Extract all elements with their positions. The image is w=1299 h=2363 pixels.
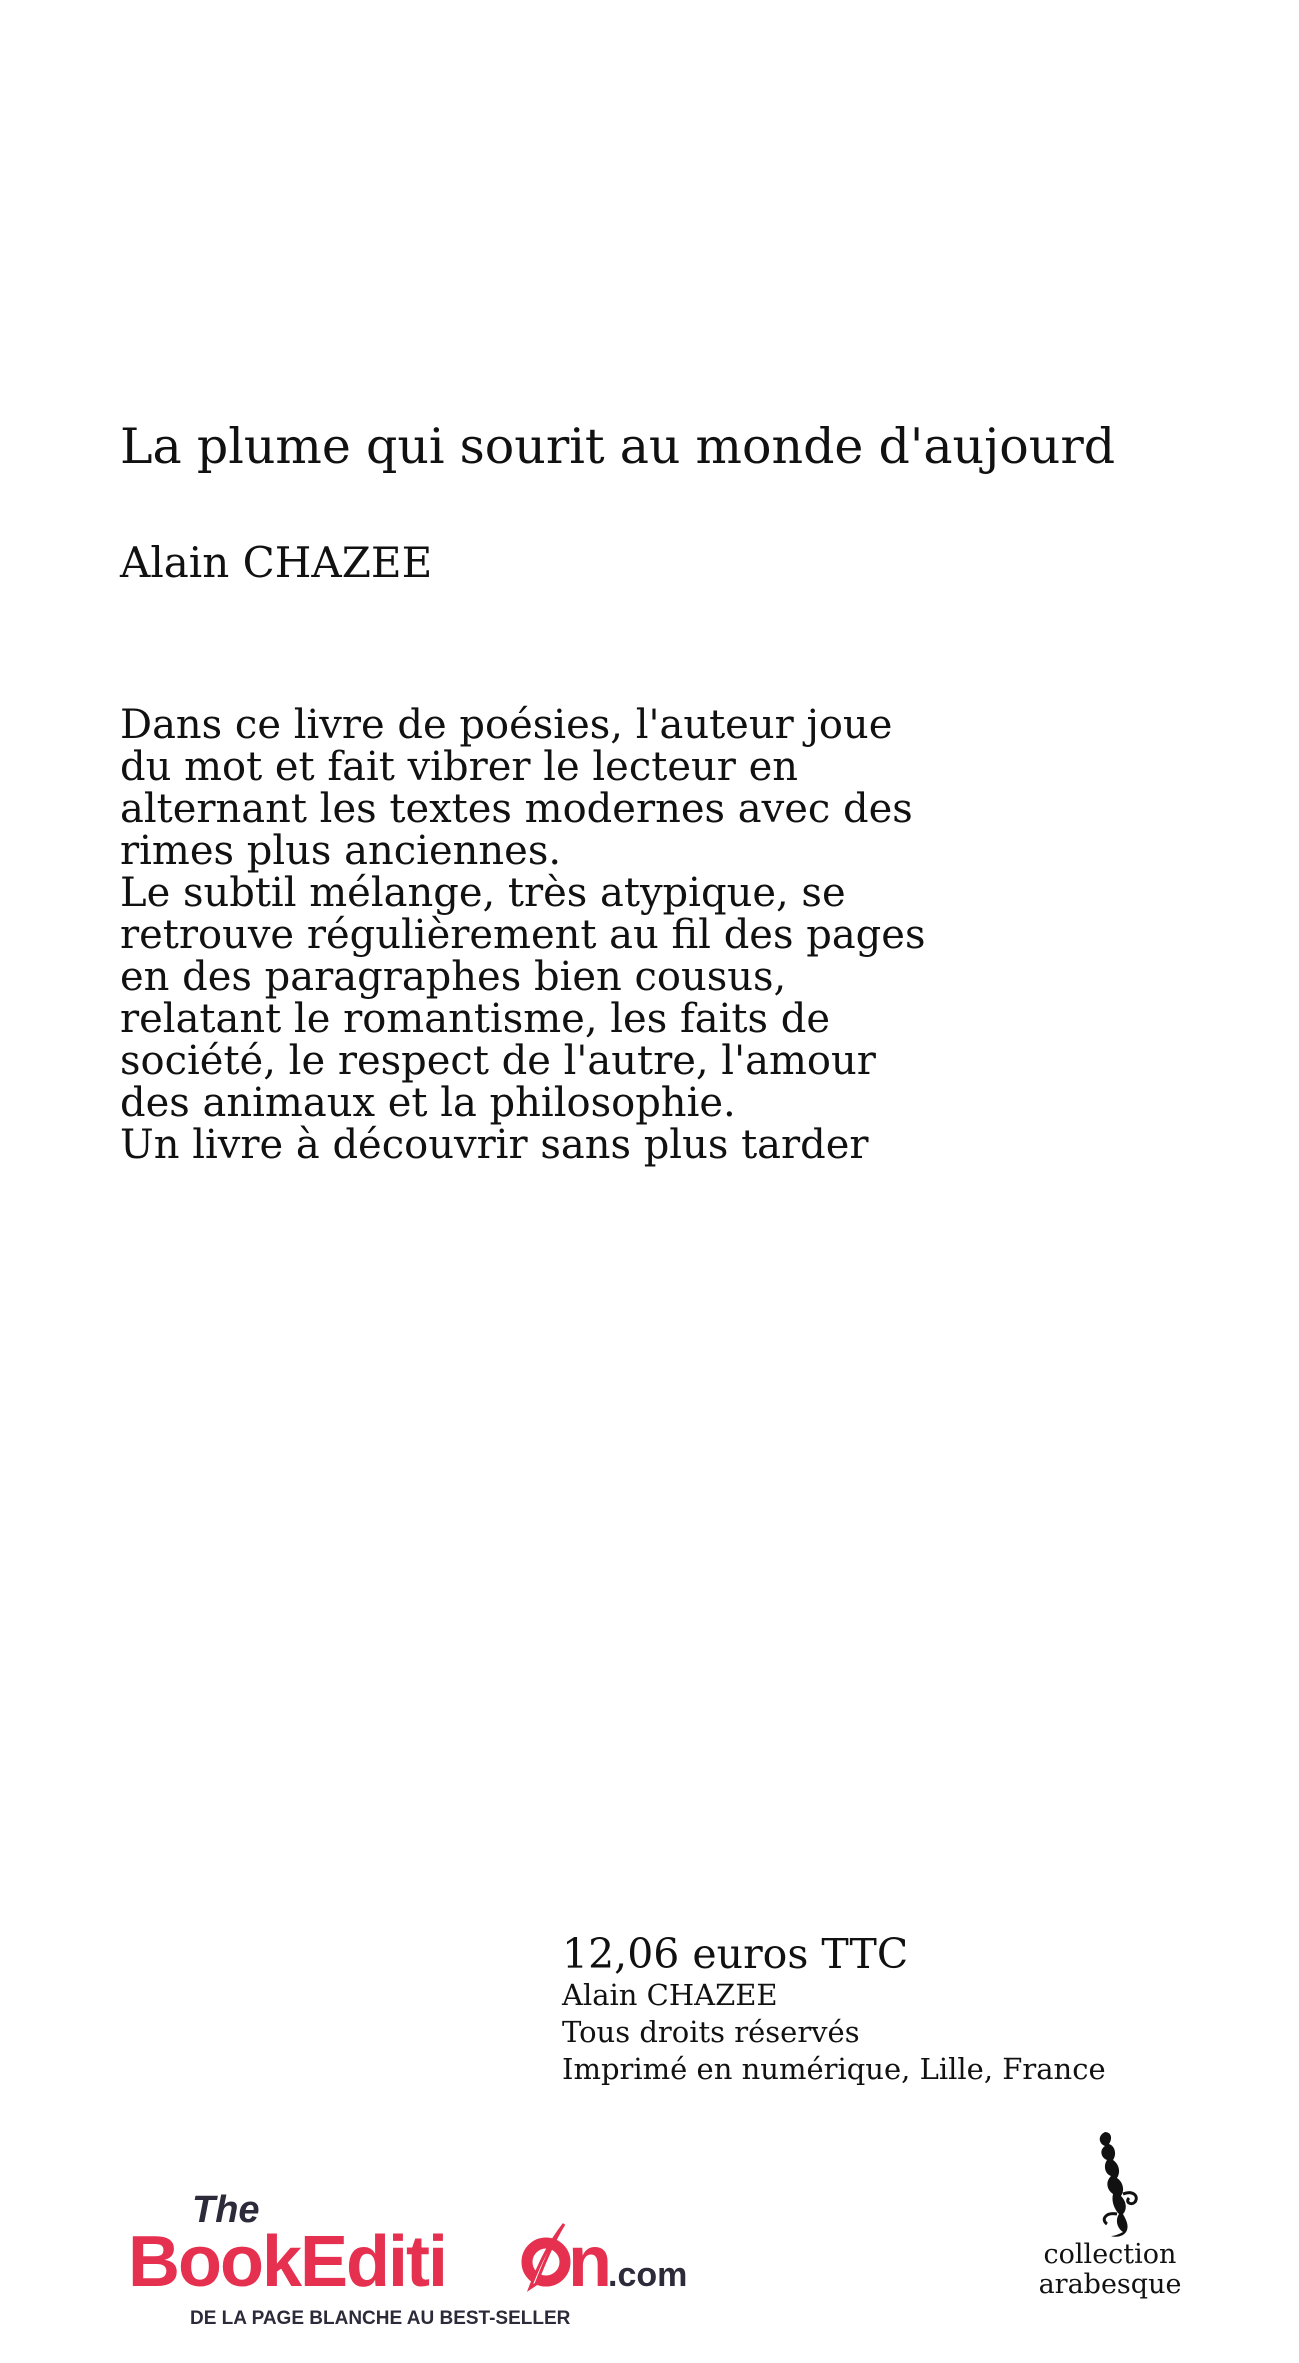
logo-tagline: DE LA PAGE BLANCHE AU BEST-SELLER [190, 2308, 571, 2329]
arabesque-icon [1075, 2130, 1145, 2240]
collection-mark [1030, 2130, 1190, 2330]
collection-label: collection [1043, 2239, 1177, 2270]
blurb-line: société, le respect de l'autre, l'amour [120, 1038, 876, 1084]
logo-brand-part2: n [568, 2222, 612, 2302]
logo-brand-part1: BookEditi [128, 2222, 446, 2302]
blurb-line: Un livre à découvrir sans plus tarder [120, 1122, 869, 1168]
bookedition-logo [128, 2188, 728, 2338]
blurb-line: alternant les textes modernes avec des [120, 786, 913, 832]
info-author: Alain CHAZEE [562, 1978, 778, 2013]
logo-the: The [192, 2189, 260, 2231]
feather-o-icon [527, 2224, 565, 2288]
blurb-line: des animaux et la philosophie. [120, 1080, 736, 1126]
print-notice: Imprimé en numérique, Lille, France [562, 2052, 1106, 2087]
blurb-line: du mot et fait vibrer le lecteur en [120, 744, 799, 790]
price-info-block [562, 1932, 1106, 2088]
publisher-logo [128, 2188, 728, 2338]
blurb-line: en des paragraphes bien cousus, [120, 954, 787, 1000]
blurb-line: rimes plus anciennes. [120, 828, 562, 874]
collection-name: arabesque [1038, 2269, 1182, 2300]
back-cover-blurb [120, 704, 1020, 1166]
book-author: Alain CHAZEE [120, 538, 433, 587]
blurb-line: retrouve régulièrement au fil des pages [120, 912, 926, 958]
logo-domain: .com [608, 2256, 688, 2294]
price: 12,06 euros TTC [562, 1930, 909, 1978]
blurb-line: Le subtil mélange, très atypique, se [120, 870, 846, 916]
blurb-line: relatant le romantisme, les faits de [120, 996, 830, 1042]
blurb-line: Dans ce livre de poésies, l'auteur joue [120, 702, 893, 748]
rights-notice: Tous droits réservés [562, 2015, 860, 2050]
book-title: La plume qui sourit au monde d'aujourd [120, 418, 1116, 475]
